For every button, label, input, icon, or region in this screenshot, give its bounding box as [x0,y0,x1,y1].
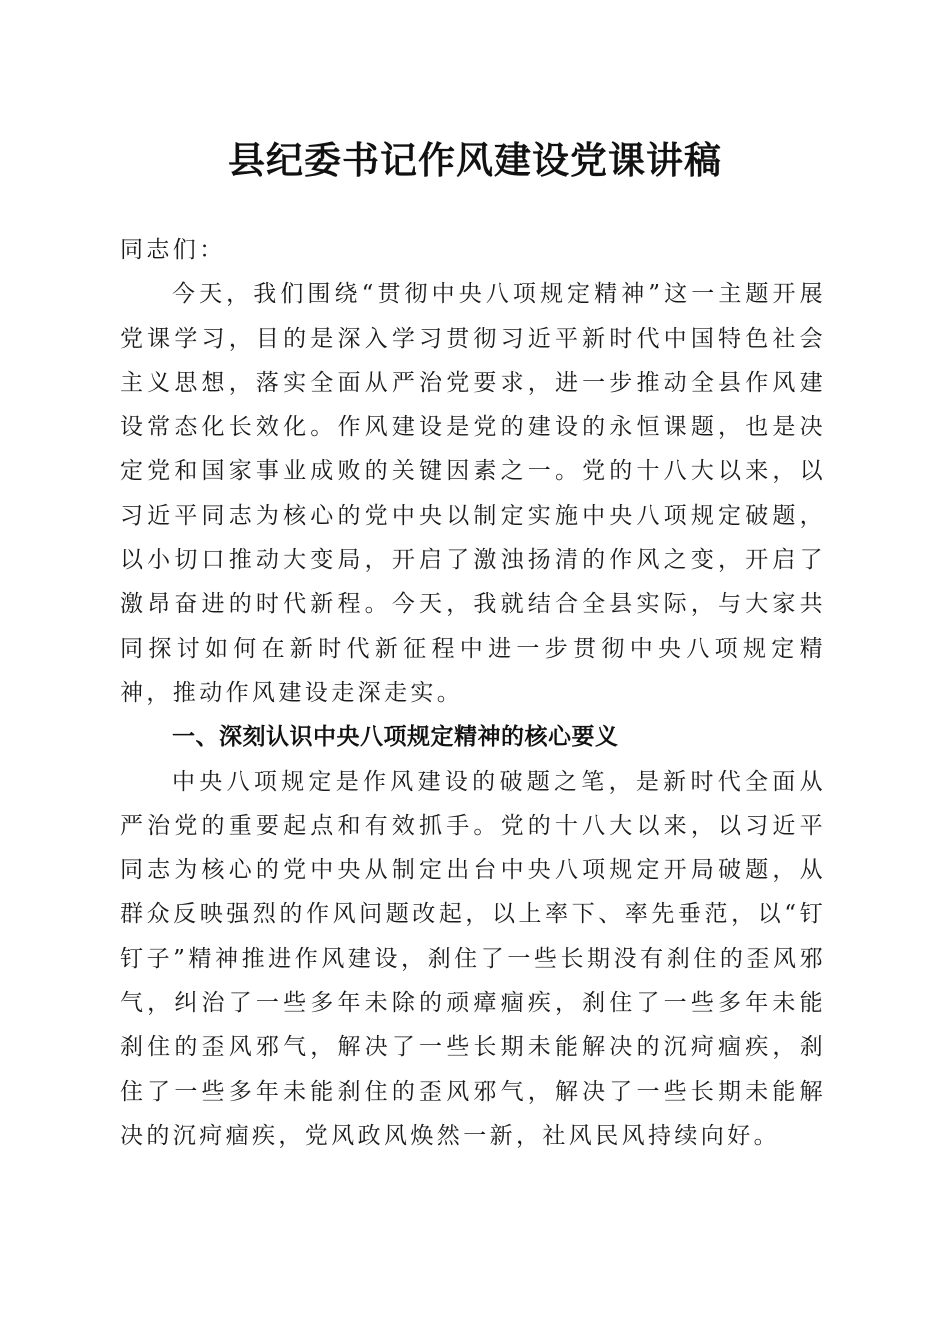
intro-paragraph: 今天，我们围绕“贯彻中央八项规定精神”这一主题开展党课学习，目的是深入学习贯彻习近平新时代中国特色社会主义思想，落实全面从严治党要求，进一步推动全县作风建设常态化长效化。作风建设是党的建设的永恒课题，也是决定党和国家事业成败的关键因素之一。党的十八大以来，以习近平同志为核心的党中央以制定实施中央八项规定破题，以小切口推动大变局，开启了激浊扬清的作风之变，开启了激昂奋进的时代新程。今天，我就结合全县实际，与大家共同探讨如何在新时代新征程中进一步贯彻中央八项规定精神，推动作风建设走深走实。 [120,281,826,706]
section-paragraph: 中央八项规定是作风建设的破题之笔，是新时代全面从严治党的重要起点和有效抓手。党的十八大以来，以习近平同志为核心的党中央从制定出台中央八项规定开局破题，从群众反映强烈的作风问题改起，以上率下、率先垂范，以“钉钉子”精神推进作风建设，刹住了一些长期没有刹住的歪风邪气，纠治了一些多年未除的顽瘴痼疾，刹住了一些多年未能刹住的歪风邪气，解决了一些长期未能解决的沉疴痼疾，刹住了一些多年未能刹住的歪风邪气，解决了一些长期未能解决的沉疴痼疾，党风政风焕然一新，社风民风持续向好。 [120,768,826,1149]
section-heading: 一、深刻认识中央八项规定精神的核心要义 [172,724,619,751]
document-body [120,228,826,1158]
document-title: 县纪委书记作风建设党课讲稿 [228,138,722,182]
salutation: 同志们： [120,237,226,263]
